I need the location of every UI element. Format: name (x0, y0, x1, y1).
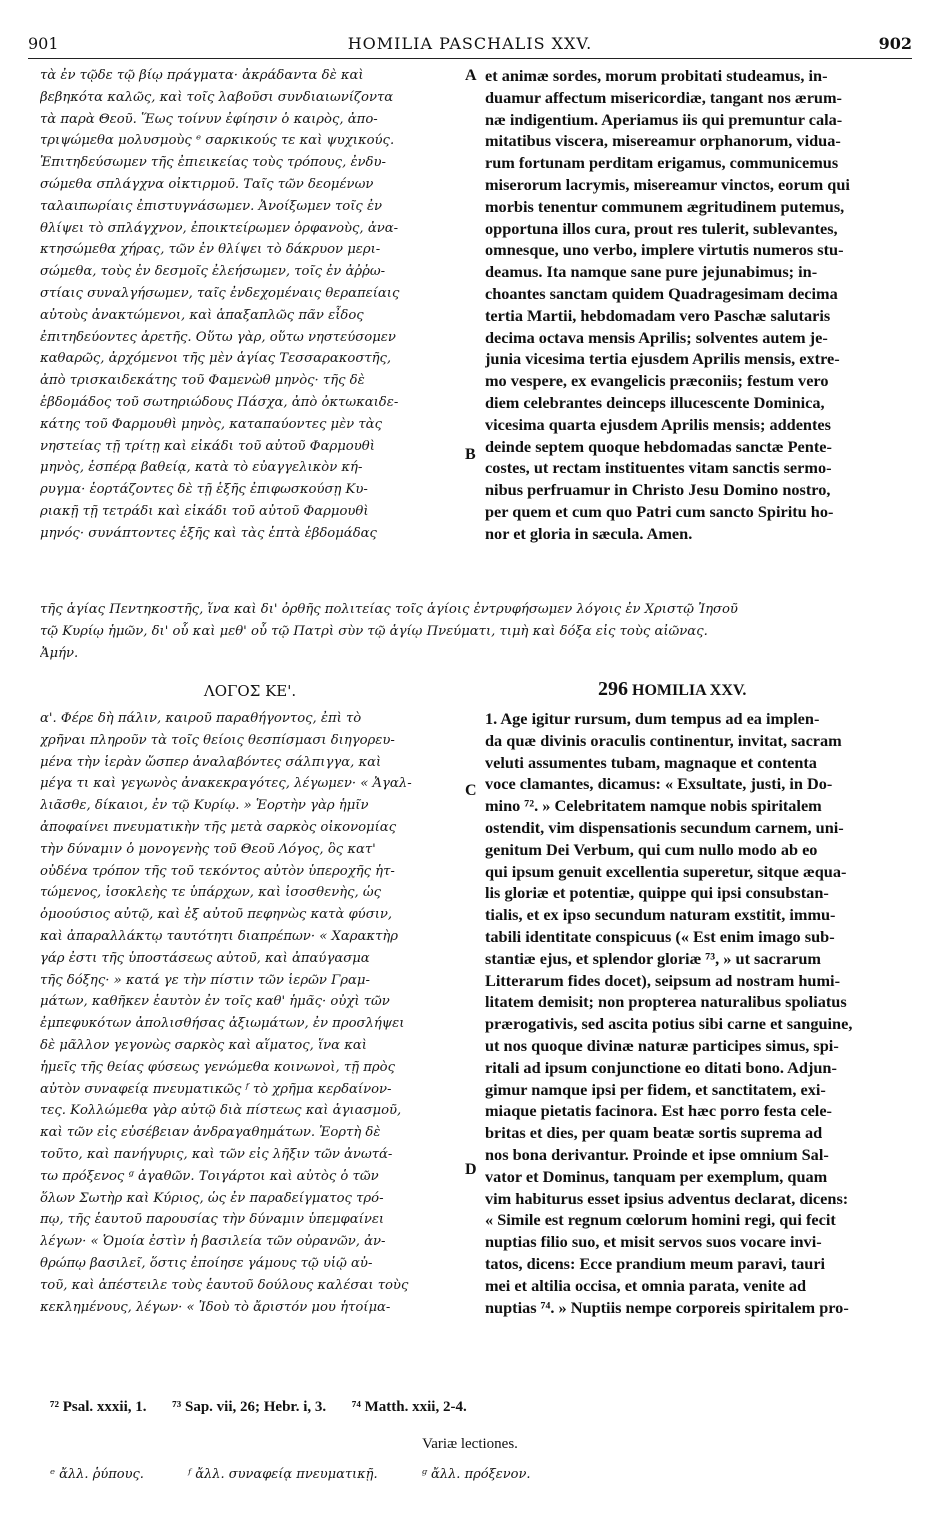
page-header (28, 32, 912, 59)
latin-text-line: deinde septem quoque hebdomadas sanctæ Pente- (485, 436, 832, 456)
greek-text-line: δὲ μᾶλλον γεγονὼς σαρκὸς καὶ αἵματος, ἵνα καὶ (40, 1037, 367, 1053)
greek-text-line: ἀπὸ τρισκαιδεκάτης τοῦ Φαμενὼθ μηνὸς· τῆς δὲ (40, 373, 365, 389)
greek-text-line: νηστείας τῇ τρίτῃ καὶ εἰκάδι τοῦ αὐτοῦ Φαρμουθὶ (40, 438, 375, 454)
latin-text-line: da quæ divinis oraculis continentur, invitat, sacram (485, 730, 842, 750)
greek-text-line: τω πρόξενος ᵍ ἀγαθῶν. Τοιγάρτοι καὶ αὐτὸς ὁ τῶν (40, 1168, 379, 1184)
latin-text-line: rum fortunam perditam erigamus, communicemus (485, 153, 839, 173)
greek-text-line: ἡμεῖς τῆς θείας φύσεως γενώμεθα κοινωνοὶ, τῇ πρὸς (40, 1059, 395, 1075)
latin-text-line: ritali ad ipsum conjunctione eo ditati bono. Adjun- (485, 1057, 837, 1077)
latin-text-line: decima octava mensis Aprilis; solventes autem je- (485, 327, 828, 347)
greek-text-line: τριψώμεθα μολυσμοὺς ᵉ σαρκικούς τε καὶ ψυχικούς. (40, 133, 395, 149)
greek-text-line: ἐπιτηδεύοντες ἀρετῆς. Οὕτω γὰρ, οὕτω νηστεύσομεν (40, 329, 396, 345)
latin-text-line: omnesque, uno verbo, implere virtutis numeros stu- (485, 240, 844, 260)
latin-column-top (485, 65, 905, 545)
greek-text-line: ἑβδομάδος τοῦ σωτηριώδους Πάσχα, ἀπὸ ὀκτωκαιδε- (40, 394, 399, 410)
greek-section-title: ΛΟΓΟΣ ΚΕ'. (203, 682, 297, 700)
latin-text-line: tabili identitate conspicuus (« Est enim imago sub- (485, 926, 835, 946)
latin-text-line: « Simile est regnum cœlorum homini regi, qui fecit (485, 1210, 836, 1230)
latin-text-line: costes, ut rectam instituentes vitam sanctis sermo- (485, 458, 832, 478)
greek-text-line: καὶ τῶν εἰς εὐσέβειαν ἀνδραγαθημάτων. Ἑορτὴ δὲ (40, 1125, 381, 1141)
greek-text-line: τὴν δύναμιν ὁ μονογενὴς τοῦ Θεοῦ Λόγος, ὃς κατ' (40, 841, 376, 857)
page-number-right: 902 (878, 34, 912, 53)
greek-text-line: ἀποφαίνει πνευματικὴν τῆς μετὰ σαρκὸς οἰκονομίας (40, 819, 397, 835)
latin-text-line: mino ⁷². » Celebritatem namque nobis spiritalem (485, 796, 822, 816)
greek-text-line: θλίψει τὸ σπλάγχνον, ἐποικτείρωμεν ὀρφανοὺς, ἀνα- (40, 220, 399, 236)
latin-text-line: ut nos quoque divinæ naturæ participes simus, spi- (485, 1035, 839, 1055)
greek-text-line: καὶ ἀπαραλλάκτῳ ταυτότητι διαπρέπων· « Χαρακτὴρ (40, 928, 399, 944)
latin-column-bottom (485, 708, 905, 1318)
latin-text-line: gimur namque ipsi per fidem, et sanctitatem, exi- (485, 1079, 826, 1099)
latin-text-line: qui ipsum genuit excellentia superetur, sitque æqua- (485, 861, 847, 881)
variant-f: ᶠ ἄλλ. συναφείᾳ πνευματικῇ. (188, 1467, 378, 1482)
latin-text-line: miaque pietatis facinora. Est hæc porro festa cele- (485, 1101, 832, 1121)
greek-text-line: θρώπῳ βασιλεῖ, ὅστις ἐποίησε γάμους τῷ υἱῷ αὐ- (40, 1255, 373, 1271)
latin-section-label: HOMILIA XXV. (632, 682, 747, 699)
latin-text-line: litatem demisit; non propterea naturalibus spoliatus (485, 992, 847, 1012)
greek-full-width (40, 599, 905, 664)
latin-text-line: prærogativis, sed ascita potius sibi carne et sanguine, (485, 1014, 853, 1034)
latin-text-line: veluti assumentes tubam, magnaque et contenta (485, 752, 817, 772)
latin-text-line: miserorum lacrymis, misereamur vinctos, eorum qui (485, 174, 850, 194)
greek-text-line: τῷ Κυρίῳ ἡμῶν, δι' οὗ καὶ μεθ' οὗ τῷ Πατρὶ σὺν τῷ ἁγίῳ Πνεύματι, τιμὴ καὶ δόξα εἰς τοὺς αἰῶνας. (40, 623, 708, 639)
greek-text-line: τοῦτο, καὶ πανήγυρις, καὶ τῶν εἰς λῆξιν τῶν ἀνωτά- (40, 1146, 393, 1162)
greek-text-line: α'. Φέρε δὴ πάλιν, καιροῦ παραθήγοντος, ἐπὶ τὸ (40, 711, 362, 726)
footnotes (50, 1399, 489, 1416)
latin-section-number: 296 (598, 678, 628, 700)
latin-text-line: duamur affectum misericordiæ, tangant nos ærum- (485, 87, 842, 107)
greek-text-line: Ἐπιτηδεύσωμεν τῆς ἐπιεικείας τοὺς τρόπους, ἐνδυ- (40, 155, 386, 171)
latin-text-line: britas et dies, per quam beatæ sortis suprema ad (485, 1123, 823, 1143)
greek-text-line: χρῆναι πληροῦν τὰ τοῖς θείοις θεσπίσμασι διηγορευ- (40, 732, 395, 748)
latin-text-line: mei et altilia occisa, et omnia parata, venite ad (485, 1275, 807, 1295)
greek-text-line: καθαρῶς, ἀρχόμενοι τῆς μὲν ἁγίας Τεσσαρακοστῆς, (40, 351, 392, 367)
latin-text-line: mo vespere, ex evangelicis præconiis; festum vero (485, 371, 829, 391)
latin-text-line: deamus. Ita namque sane pure jejunabimus; in- (485, 262, 818, 282)
greek-text-line: τὰ παρὰ Θεοῦ. Ἕως τοίνυν ἐφίησιν ὁ καιρὸς, ἀπο- (40, 111, 378, 127)
greek-text-line: τὰ ἐν τῷδε τῷ βίῳ πράγματα· ἀκράδαντα δὲ καὶ (40, 68, 364, 83)
margin-mark-d: D (465, 1161, 477, 1178)
latin-text-line: voce clamantes, dicamus: « Exsultate, justi, in Do- (485, 774, 833, 794)
latin-text-line: Litterarum fides docet), seipsum ad nostram humi- (485, 970, 840, 990)
greek-column-top (40, 65, 460, 545)
variae-lectiones (50, 1467, 571, 1482)
latin-section-title (598, 678, 746, 701)
greek-text-line: κάτης τοῦ Φαρμουθὶ μηνὸς, καταπαύοντες μὲν τὰς (40, 416, 382, 432)
greek-text-line: λιᾶσθε, δίκαιοι, ἐν τῷ Κυρίῳ. » Ἑορτὴν γὰρ ἡμῖν (40, 798, 369, 814)
footnote-74: ⁷⁴ Matth. xxii, 2-4. (351, 1399, 467, 1415)
latin-text-line: vator et Dominus, tanquam per exemplum, quam (485, 1166, 828, 1186)
running-title: HOMILIA PASCHALIS XXV. (347, 34, 593, 53)
margin-mark-b: B (465, 446, 476, 463)
latin-text-line: nos bona derivantur. Proinde et ipse omnium Sal- (485, 1144, 829, 1164)
greek-text-line: ριακῇ τῇ τετράδι καὶ εἰκάδι τοῦ αὐτοῦ Φαρμουθὶ (40, 503, 369, 519)
greek-text-line: γάρ ἐστι τῆς ὑποστάσεως αὐτοῦ, καὶ ἀπαύγασμα (40, 950, 370, 966)
latin-text-line: junia vicesima tertia ejusdem Aprilis mensis, extre- (485, 349, 840, 369)
greek-text-line: τώμενος, ἰσοκλεὴς τε ὑπάρχων, καὶ ἰσοσθενὴς, ὡς (40, 885, 382, 901)
latin-text-line: næ indigentium. Aperiamus iis qui premuntur cala- (485, 109, 843, 129)
greek-text-line: οὐδένα τρόπον τῆς τοῦ τεκόντος αὐτὸν ὑπεροχῆς ἡτ- (40, 863, 395, 879)
margin-mark-c: C (465, 782, 477, 799)
greek-text-line: σώμεθα, τοὺς ἐν δεσμοῖς ἐλεήσωμεν, τοῖς ἐν ἀῤῥω- (40, 264, 386, 280)
greek-text-line: τῆς ἁγίας Πεντηκοστῆς, ἵνα καὶ δι' ὀρθῆς πολιτείας τοῖς ἁγίοις ἐντρυφήσωμεν λόγοις ἐν Χριστῷ Ἰησοῦ (40, 602, 738, 617)
latin-text-line: nuptias ⁷⁴. » Nuptiis nempe corporeis spiritalem pro- (485, 1297, 849, 1317)
latin-text-line: nor et gloria in sæcula. Amen. (485, 523, 693, 543)
greek-text-line: τες. Κολλώμεθα γὰρ αὐτῷ διὰ πίστεως καὶ ἁγιασμοῦ, (40, 1103, 402, 1119)
greek-text-line: μηνός· συνάπτοντες ἑξῆς καὶ τὰς ἑπτὰ ἑβδομάδας (40, 525, 377, 541)
greek-text-line: αὐτὸν συναφείᾳ πνευματικῶς ᶠ τὸ χρῆμα κερδαίνον- (40, 1081, 392, 1097)
greek-text-line: Ἀμήν. (40, 645, 79, 661)
greek-text-line: μηνὸς, ἑσπέρᾳ βαθείᾳ, κατὰ τὸ εὐαγγελικὸν κή- (40, 460, 363, 476)
latin-text-line: lis gloriæ et potentiæ, quippe qui ipsi consubstan- (485, 883, 829, 903)
greek-text-line: ταλαιπωρίαις ἐπιστυγνάσωμεν. Ἀνοίξωμεν τοῖς ἐν (40, 198, 383, 214)
greek-text-line: λέγων· « Ὁμοία ἐστὶν ἡ βασιλεία τῶν οὐρανῶν, ἀν- (40, 1234, 386, 1250)
latin-text-line: stantiæ ejus, et splendor gloriæ ⁷³, » ut sacrarum (485, 948, 821, 968)
latin-text-line: per quem et cum quo Patri cum sancto Spiritu ho- (485, 501, 834, 521)
latin-text-line: ostendit, vim dispensationis secundum carnem, uni- (485, 817, 844, 837)
latin-text-line: nibus perfruamur in Christo Jesu Domino nostro, (485, 480, 831, 500)
latin-text-line: tialis, et ex ipso secundum naturam exstitit, immu- (485, 905, 836, 925)
greek-text-line: πῳ, τῆς ἑαυτοῦ παρουσίας τὴν δύναμιν ὑπεμφαίνει (40, 1212, 385, 1228)
latin-text-line: vicesima quarta ejusdem Aprilis mensis; addentes (485, 414, 831, 434)
latin-text-line: 1. Age igitur rursum, dum tempus ad ea implen- (485, 709, 820, 728)
latin-text-line: tertia Martii, hebdomadam vero Paschæ salutaris (485, 305, 831, 325)
greek-text-line: ρυγμα· ἑορτάζοντες δὲ τῇ ἑξῆς ἐπιφωσκούσῃ Κυ- (40, 482, 368, 498)
latin-text-line: et animæ sordes, morum probitati studeamus, in- (485, 66, 828, 85)
footnote-73: ⁷³ Sap. vii, 26; Hebr. i, 3. (172, 1399, 327, 1415)
greek-text-line: κτησώμεθα χήρας, τῶν ἐν θλίψει τὸ δάκρυον μερι- (40, 242, 381, 258)
variant-e: ᵉ ἄλλ. ῥύπους. (50, 1467, 144, 1482)
latin-text-line: vim habiturus esset ipsius adventus declarat, dicens: (485, 1188, 849, 1208)
greek-text-line: τοῦ, καὶ ἀπέστειλε τοὺς ἑαυτοῦ δούλους καλέσαι τοὺς (40, 1277, 409, 1293)
greek-text-line: τῆς δόξης· » κατά γε τὴν πίστιν τῶν ἱερῶν Γραμ- (40, 972, 370, 988)
footnote-72: ⁷² Psal. xxxii, 1. (50, 1399, 147, 1415)
greek-text-line: στίαις συναλγήσωμεν, ταῖς ἐνδεχομέναις θεραπείαις (40, 285, 400, 301)
greek-text-line: βεβηκότα καλῶς, καὶ τοῖς λαβοῦσι συνδιαιωνίζοντα (40, 89, 394, 105)
page-number-left: 901 (28, 34, 59, 53)
greek-text-line: μέγα τι καὶ γεγωνὸς ἀνακεκραγότες, λέγωμεν· « Ἀγαλ- (40, 776, 412, 792)
latin-text-line: choantes sanctam quidem Quadragesimam decima (485, 283, 838, 303)
latin-text-line: morbis tenentur communem ægritudinem putemus, (485, 196, 845, 216)
greek-text-line: σώμεθα σπλάγχνα οἰκτιρμοῦ. Ταῖς τῶν δεομένων (40, 176, 374, 192)
variant-g: ᵍ ἄλλ. πρόξενον. (421, 1467, 531, 1482)
latin-text-line: diem celebrantes deinceps illucescente Dominica, (485, 392, 825, 412)
greek-text-line: μάτων, καθῆκεν ἑαυτὸν ἐν τοῖς καθ' ἡμᾶς· οὐχὶ τῶν (40, 994, 390, 1010)
greek-text-line: ὁμοούσιος αὐτῷ, καὶ ἐξ αὐτοῦ πεφηνὼς κατὰ φύσιν, (40, 907, 393, 923)
latin-text-line: tatos, dicens: Ecce prandium meum paravi, tauri (485, 1253, 826, 1273)
greek-text-line: μένα τὴν ἱερὰν ὥσπερ ἀναλαβόντες σάλπιγγα, καὶ (40, 754, 382, 770)
greek-column-bottom (40, 708, 460, 1318)
greek-text-line: κεκλημένους, λέγων· « Ἰδοὺ τὸ ἄριστόν μου ἡτοίμα- (40, 1299, 391, 1315)
latin-text-line: mitatibus viscera, misereamur orphanorum, vidua- (485, 131, 841, 151)
greek-text-line: αὐτοὺς ἀνακτώμενοι, καὶ ἁπαξαπλῶς πᾶν εἶδος (40, 307, 364, 323)
greek-text-line: ἐμπεφυκότων ἀπολισθήσας ἀξιωμάτων, ἐν προσλήψει (40, 1016, 405, 1032)
variae-lectiones-title: Variæ lectiones. (422, 1436, 518, 1452)
margin-mark-a: A (465, 67, 477, 84)
latin-text-line: genitum Dei Verbum, qui cum nullo modo ab eo (485, 839, 818, 859)
latin-text-line: opportuna illos cura, prout res tulerit, sublevantes, (485, 218, 838, 238)
greek-text-line: ὅλων Σωτὴρ καὶ Κύριος, ὡς ἐν παραδείγματος τρό- (40, 1190, 384, 1206)
latin-text-line: nuptias filio suo, et misit servos suos vocare invi- (485, 1232, 822, 1252)
